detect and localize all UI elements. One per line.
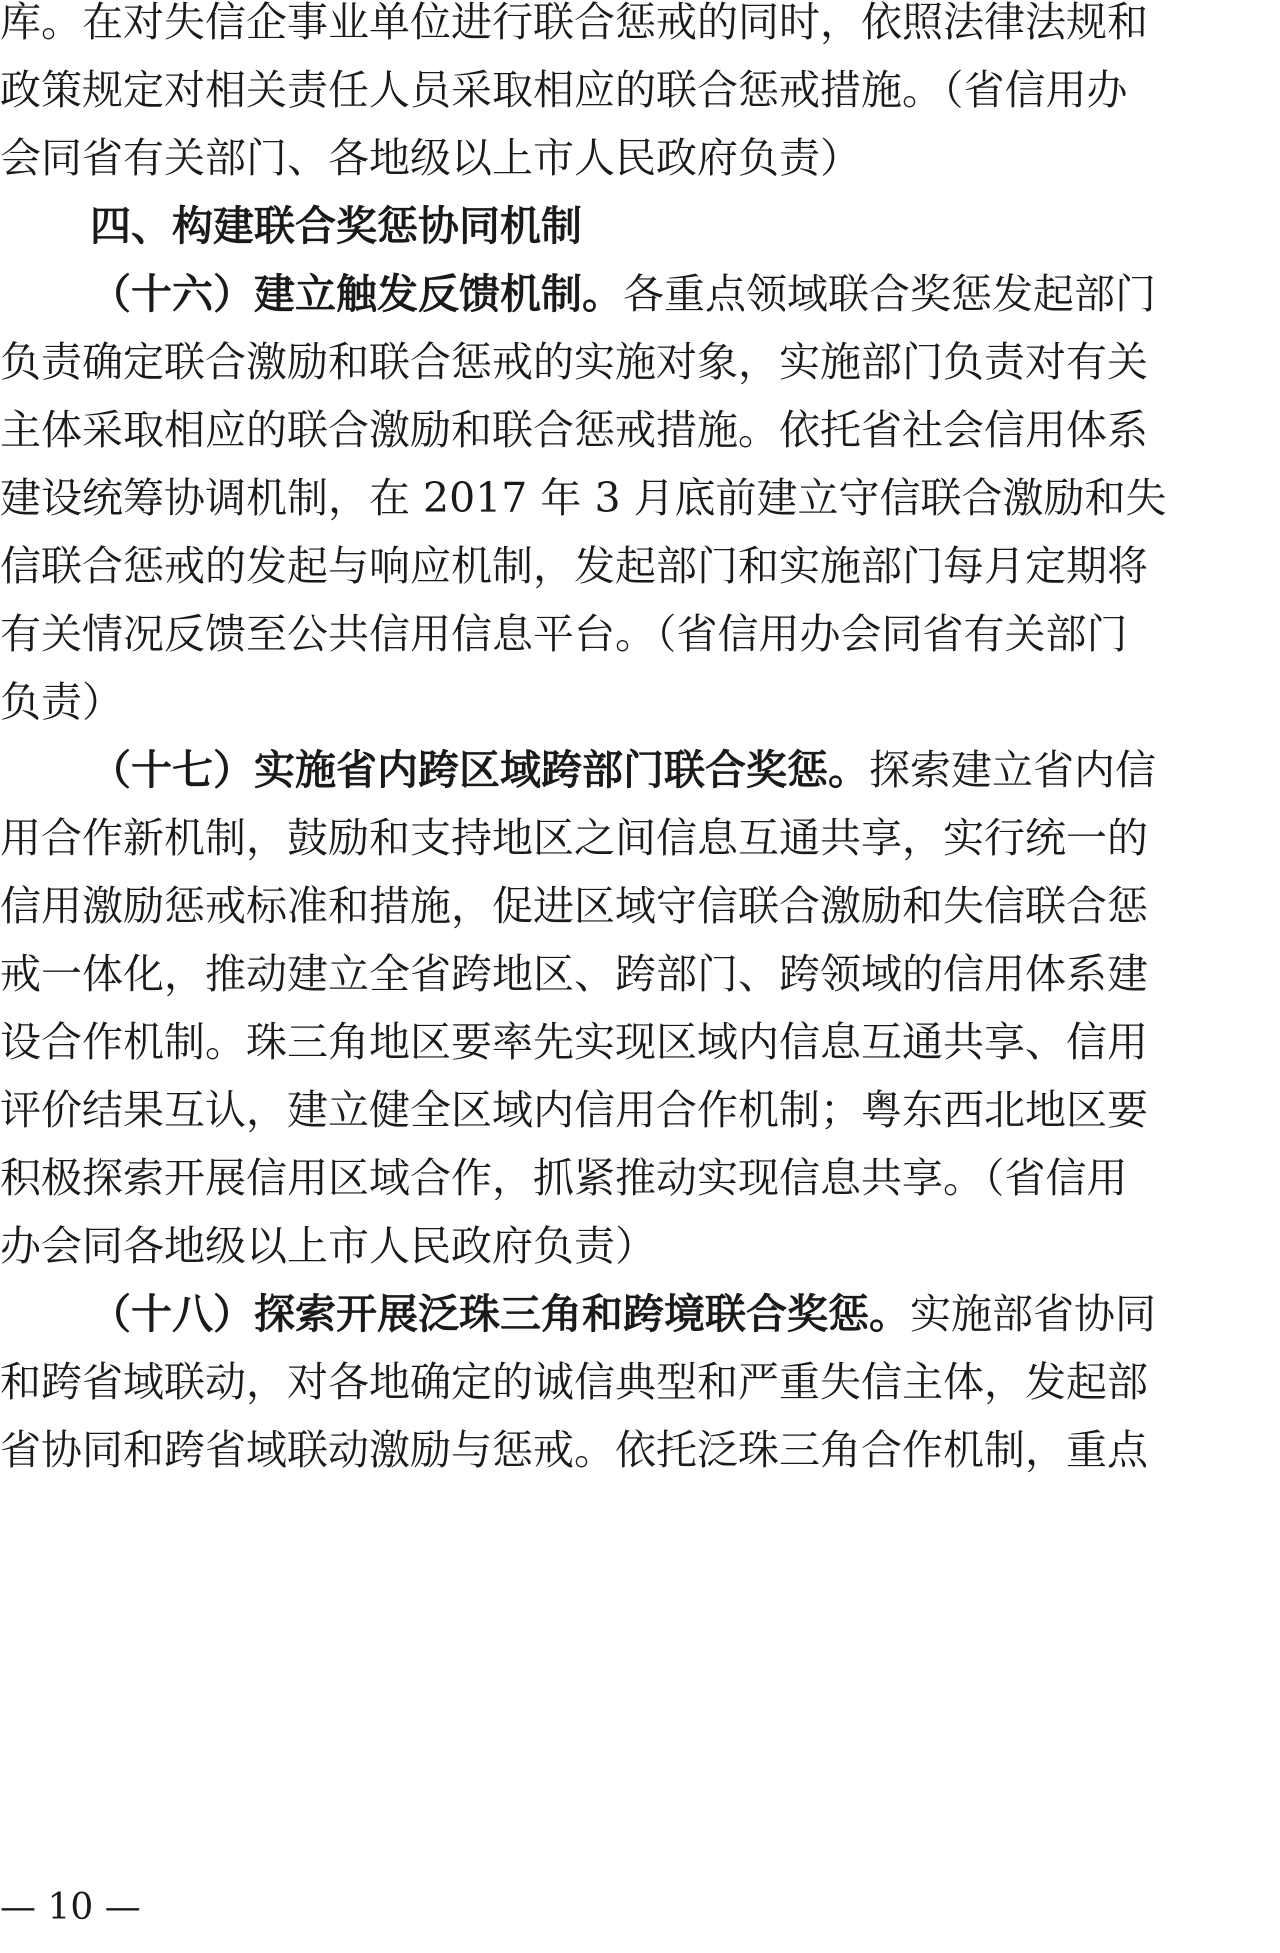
item-16-text: 各重点领域联合奖惩发起部门 [623, 270, 1156, 318]
page-number: — 10 — [0, 1887, 141, 1928]
item-16-lead: （十六）建立触发反馈机制。 [90, 270, 623, 318]
paragraph-line: 戒一体化，推动建立全省跨地区、跨部门、跨领域的信用体系建 [0, 950, 1148, 998]
section-heading: 四、构建联合奖惩协同机制 [90, 202, 582, 250]
paragraph-line: 负责） [0, 678, 123, 726]
paragraph-line: 建设统筹协调机制，在 2017 年 3 月底前建立守信联合激励和失 [0, 474, 1167, 522]
item-18-lead: （十八）探索开展泛珠三角和跨境联合奖惩。 [90, 1290, 910, 1338]
item-18-text: 实施部省协同 [910, 1290, 1156, 1338]
item-17-lead: （十七）实施省内跨区域跨部门联合奖惩。 [90, 746, 869, 794]
paragraph-line: 有关情况反馈至公共信用信息平台。（省信用办会同省有关部门 [0, 610, 1128, 658]
paragraph-line: 政策规定对相关责任人员采取相应的联合惩戒措施。（省信用办 [0, 66, 1128, 114]
paragraph-line: 设合作机制。珠三角地区要率先实现区域内信息互通共享、信用 [0, 1018, 1148, 1066]
paragraph-line: 和跨省域联动，对各地确定的诚信典型和严重失信主体，发起部 [0, 1358, 1148, 1406]
paragraph-line: 主体采取相应的联合激励和联合惩戒措施。依托省社会信用体系 [0, 406, 1148, 454]
paragraph-line: 信用激励惩戒标准和措施，促进区域守信联合激励和失信联合惩 [0, 882, 1148, 930]
paragraph-line: 省协同和跨省域联动激励与惩戒。依托泛珠三角合作机制，重点 [0, 1426, 1148, 1474]
paragraph-line: 评价结果互认，建立健全区域内信用合作机制；粤东西北地区要 [0, 1086, 1148, 1134]
paragraph-line: 办会同各地级以上市人民政府负责） [0, 1222, 656, 1270]
paragraph-line: 会同省有关部门、各地级以上市人民政府负责） [0, 134, 861, 182]
paragraph-line: 负责确定联合激励和联合惩戒的实施对象，实施部门负责对有关 [0, 338, 1148, 386]
paragraph-line: 积极探索开展信用区域合作，抓紧推动实现信息共享。（省信用 [0, 1154, 1128, 1202]
paragraph-line: 库。在对失信企事业单位进行联合惩戒的同时，依照法律法规和 [0, 0, 1148, 46]
item-17-text: 探索建立省内信 [869, 746, 1156, 794]
paragraph-line: 用合作新机制，鼓励和支持地区之间信息互通共享，实行统一的 [0, 814, 1148, 862]
paragraph-line: 信联合惩戒的发起与响应机制，发起部门和实施部门每月定期将 [0, 542, 1148, 590]
